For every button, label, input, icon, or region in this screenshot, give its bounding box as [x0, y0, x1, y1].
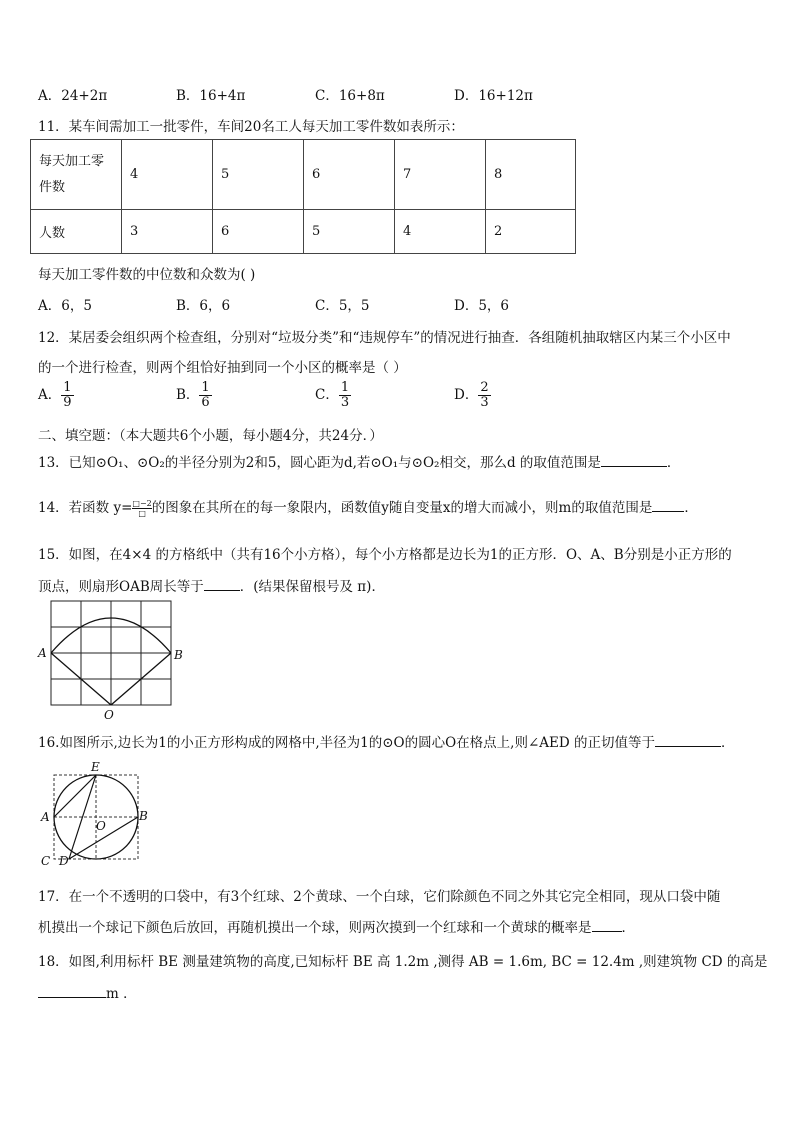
table-cell: 3 — [122, 210, 213, 254]
q16-stem: 16.如图所示,边长为1的小正方形构成的网格中,半径为1的⊙O的圆心O在格点上,则∠AED 的正切值等于 — [38, 735, 655, 751]
q18-line1: 18．如图,利用标杆 BE 测量建筑物的高度,已知标杆 BE 高 1.2m ,测得 AB = 1.6m, BC = 12.4m ,则建筑物 CD 的高是 — [38, 954, 768, 970]
q13-text — [38, 451, 680, 471]
q11-option-b: B．6，6 — [176, 298, 231, 314]
denominator: 6 — [201, 395, 210, 410]
q14-end: ． — [684, 500, 698, 516]
table-row — [31, 210, 576, 254]
answer-blank — [655, 734, 721, 747]
q11-option-c: C．5，5 — [315, 298, 370, 314]
table-cell: 6 — [213, 210, 304, 254]
option-label: C． — [315, 387, 339, 403]
answer-blank — [204, 578, 240, 591]
label-b: B — [174, 648, 183, 662]
table-cell: 4 — [122, 140, 213, 210]
table-cell: 5 — [213, 140, 304, 210]
label-o: O — [104, 708, 114, 722]
table-header-cell — [31, 140, 122, 210]
answer-blank — [38, 985, 106, 998]
numerator: 1 — [63, 380, 72, 395]
q18-line2 — [38, 982, 137, 1002]
table-cell: 4 — [395, 210, 486, 254]
table-cell: 6 — [304, 140, 395, 210]
label-e: E — [91, 760, 100, 774]
header-line-1: 每天加工零 — [39, 153, 105, 169]
q17-line2-text: 机摸出一个球记下颜色后放回，再随机摸出一个球，则两次摸到一个红球和一个黄球的概率是 — [38, 920, 592, 936]
q12-option-a — [38, 381, 74, 410]
fraction — [478, 381, 490, 410]
option-label: D． — [454, 387, 479, 403]
q15-line2-a: 顶点，则扇形OAB周长等于 — [38, 579, 204, 595]
q10-option-b: B．16+4π — [176, 88, 246, 104]
q13-end: ． — [666, 455, 681, 471]
fraction — [132, 499, 151, 518]
label-c: C — [41, 854, 51, 868]
denominator: 3 — [340, 395, 350, 410]
q16-text — [38, 731, 735, 751]
table-header-cell: 人数 — [31, 210, 122, 254]
numerator: 2 — [480, 380, 489, 395]
numerator: □−2 — [132, 499, 152, 508]
q15-line2-b: ．(结果保留根号及 π)． — [239, 579, 385, 595]
fraction — [199, 381, 211, 410]
q14-suffix: 的图象在其所在的每一象限内，函数值y随自变量x的增大而减小，则m的取值范围是 — [151, 500, 653, 516]
answer-blank — [652, 499, 684, 512]
q12-stem-line1: 12．某居委会组织两个检查组，分别对“垃圾分类”和“违规停车”的情况进行抽查．各组随机抽取辖区内某三个小区中 — [38, 330, 731, 346]
q12-option-c — [315, 381, 351, 410]
q11-stem: 11．某车间需加工一批零件，车间20名工人每天加工零件数如表所示： — [38, 119, 464, 135]
q16-figure — [36, 757, 148, 869]
q15-figure — [36, 597, 183, 723]
numerator: 1 — [201, 380, 210, 395]
q10-option-a: A．24+2π — [38, 88, 108, 104]
label-a: A — [41, 810, 50, 824]
q12-option-d — [454, 381, 491, 410]
denominator: 9 — [63, 395, 72, 410]
denominator: 3 — [480, 395, 489, 410]
q15-line1: 15．如图，在4×4 的方格纸中（共有16个小方格），每个小方格都是边长为1的正方形．O、A、B分别是小正方形的 — [38, 547, 732, 563]
q14-prefix: 14．若函数 y= — [38, 500, 133, 516]
table-row — [31, 140, 576, 210]
q11-option-d: D．5，6 — [454, 298, 510, 314]
q12-stem-line2: 的一个进行检查，则两个组恰好抽到同一个小区的概率是（ ） — [38, 360, 407, 376]
q17-end: ． — [621, 920, 635, 936]
numerator: 1 — [340, 380, 350, 395]
header-line-2: 件数 — [39, 179, 66, 195]
answer-blank — [601, 454, 667, 467]
q15-line2 — [38, 575, 385, 595]
q11-table — [30, 139, 576, 254]
answer-blank — [592, 919, 622, 932]
q11-question: 每天加工零件数的中位数和众数为( ) — [38, 267, 256, 283]
table-cell: 5 — [304, 210, 395, 254]
section-title: 二、填空题：（本大题共6个小题，每小题4分，共24分．） — [38, 428, 383, 444]
option-label: B． — [176, 387, 200, 403]
label-b: B — [139, 809, 148, 823]
option-label: A． — [38, 387, 62, 403]
q17-line2 — [38, 916, 635, 936]
fraction — [339, 381, 351, 410]
label-d: D — [59, 854, 69, 868]
table-cell: 8 — [486, 140, 576, 210]
q11-option-a: A．6，5 — [38, 298, 92, 314]
q17-line1: 17．在一个不透明的口袋中，有3个红球、2个黄球、一个白球，它们除颜色不同之外其它完全相同，现从口袋中随 — [38, 889, 721, 905]
q18-unit: m ． — [106, 986, 137, 1002]
q14-text — [38, 496, 698, 518]
q16-end: ． — [721, 735, 735, 751]
fraction — [61, 381, 73, 410]
q12-option-b — [176, 381, 212, 410]
q13-stem: 13．已知⊙O₁、⊙O₂的半径分别为2和5，圆心距为d,若⊙O₁与⊙O₂相交，那么d 的取值范围是 — [38, 455, 601, 471]
table-cell: 7 — [395, 140, 486, 210]
label-a: A — [38, 646, 47, 660]
q10-option-c: C．16+8π — [315, 88, 385, 104]
grid — [51, 601, 171, 705]
q10-option-d: D．16+12π — [454, 88, 533, 104]
denominator: □ — [138, 509, 146, 518]
table-cell: 2 — [486, 210, 576, 254]
label-o: O — [96, 819, 106, 833]
